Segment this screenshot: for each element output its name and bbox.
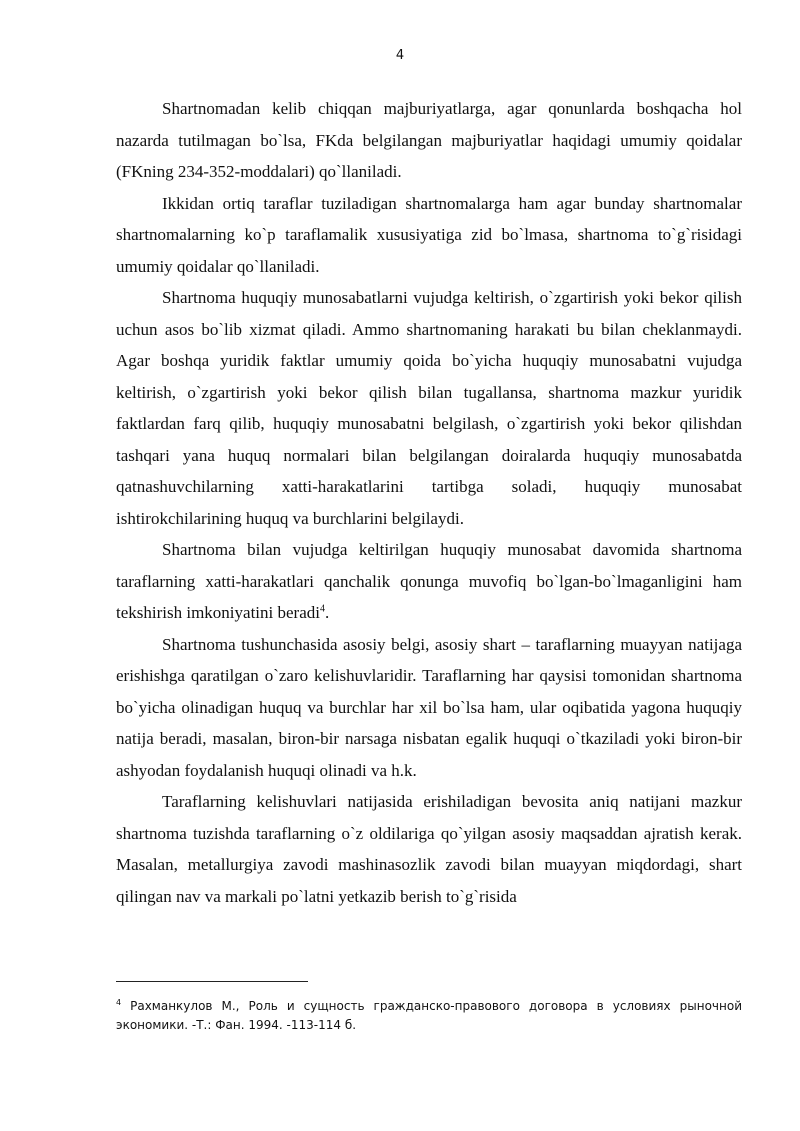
footnote-text: Рахманкулов М., Роль и сущность гражданско-правового договора в условиях рыночной экономики. -Т.: Фан. 1994. -113-114 б. xyxy=(116,999,742,1032)
paragraph-text: Taraflarning kelishuvlari natijasida erishiladigan bevosita aniq natijani mazkur shartnoma tuzishda taraflarning o`z oldilariga qo`yilgan asosiy maqsaddan ajratish kerak. Masalan, metallurgiya zavodi mashinasozlik zavodi bilan muayyan miqdordagi, shart qilingan nav va markali po`latni yetkazib berish to`g`risida xyxy=(116,792,742,906)
paragraph-text: Shartnoma bilan vujudga keltirilgan huquqiy munosabat davomida shartnoma taraflarning xatti-harakatlari qanchalik qonunga muvofiq bo`lgan-bo`lmaganligini ham tekshirish imkoniyatini beradi xyxy=(116,540,742,622)
footnote-reference[interactable]: 4 xyxy=(319,603,325,615)
paragraph-text: Shartnoma tushunchasida asosiy belgi, asosiy shart – taraflarning muayyan natijaga erishishga qaratilgan o`zaro kelishuvlaridir. Taraflarning har qaysisi tomonidan shartnoma bo`yicha olinadigan huquq va burchlar har xil bo`lsa ham, ular oqibatida yagona huquqiy natija beradi, masalan, biron-bir narsaga nisbatan egalik huquqi o`tkaziladi yoki biron-bir ashyodan foydalanish huquqi olinadi va h.k. xyxy=(116,634,742,780)
document-body xyxy=(116,93,742,912)
paragraph-6 xyxy=(116,786,742,912)
footnote-divider xyxy=(116,981,308,982)
paragraph-tail: . xyxy=(324,603,330,622)
paragraph-4 xyxy=(116,534,742,629)
paragraph-2 xyxy=(116,188,742,283)
paragraph-1 xyxy=(116,93,742,188)
paragraph-5 xyxy=(116,629,742,787)
paragraph-text: Shartnomadan kelib chiqqan majburiyatlarga, agar qonunlarda boshqacha hol nazarda tutilmagan bo`lsa, FKda belgilangan majburiyatlar haqidagi umumiy qoidalar (FKning 234-352-moddalari) qo`llaniladi. xyxy=(116,99,742,181)
paragraph-text: Ikkidan ortiq taraflar tuziladigan shartnomalarga ham agar bunday shartnomalar shartnomalarning ko`p taraflamalik xususiyatiga zid bo`lmasa, shartnoma to`g`risidagi umumiy qoidalar qo`llaniladi. xyxy=(116,193,742,276)
paragraph-text: Shartnoma huquqiy munosabatlarni vujudga keltirish, o`zgartirish yoki bekor qilish uchun asos bo`lib xizmat qiladi. Ammo shartnomaning harakati bu bilan cheklanmaydi. Agar boshqa yuridik faktlar umumiy qoida bo`yicha huquqiy munosabatni vujudga keltirish, o`zgartirish yoki bekor qilish bilan tugallansa, shartnoma mazkur yuridik faktlardan farq qilib, huquqiy munosabatni belgilash, o`zgartirish yoki bekor qilishdan tashqari yana huquq normalari bilan belgilangan doiralarda huquqiy munosabatda qatnashuvchilarning xatti-harakatlarini tartibga soladi, huquqiy munosabat ishtirokchilarining huquq va burchlarini belgilaydi. xyxy=(116,288,742,528)
paragraph-3 xyxy=(116,282,742,534)
footnote xyxy=(116,997,742,1035)
footnote-marker: 4 xyxy=(116,998,122,1007)
page-number: 4 xyxy=(395,48,405,63)
